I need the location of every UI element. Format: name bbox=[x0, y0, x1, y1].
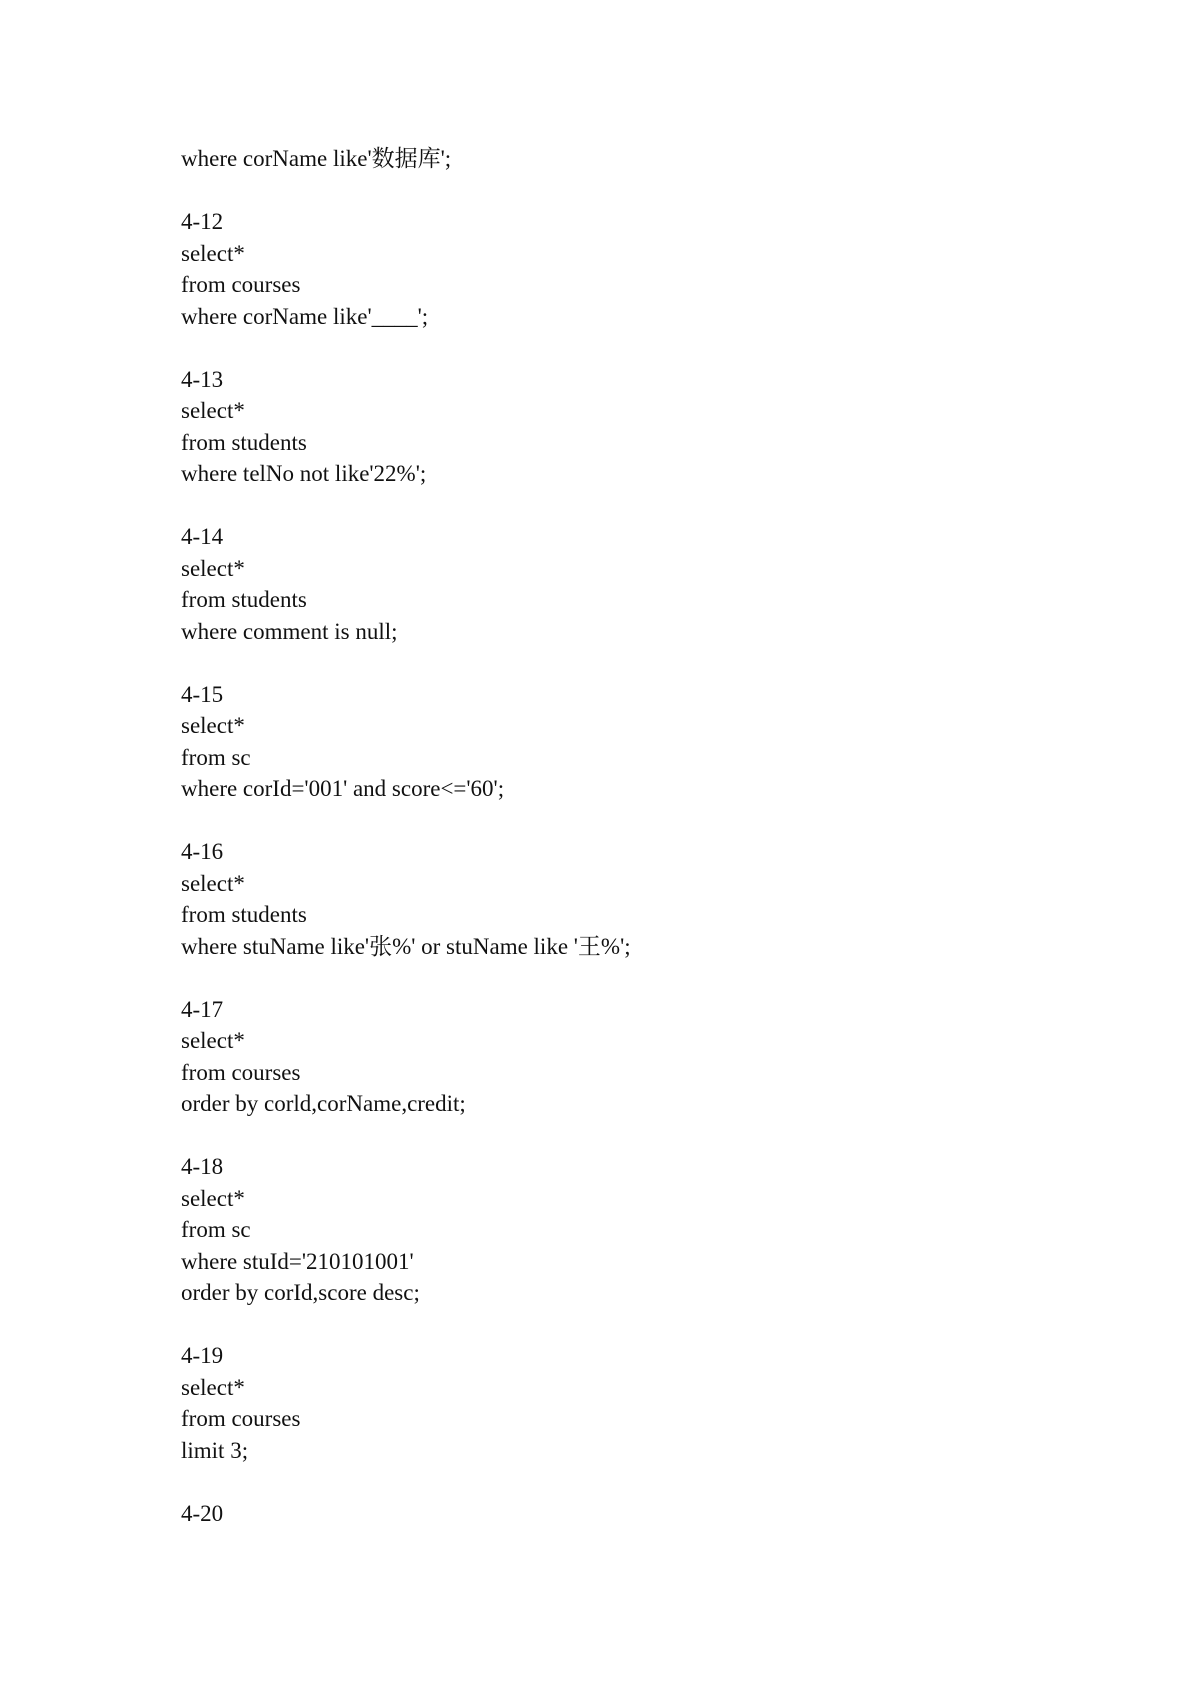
sql-line: select* bbox=[181, 1028, 245, 1053]
sql-line: select* bbox=[181, 555, 245, 581]
sql-line: order by corld,corName,credit; bbox=[181, 1091, 466, 1116]
blank-line bbox=[181, 805, 631, 837]
blank-line bbox=[181, 1466, 631, 1498]
sql-line: where comment is null; bbox=[181, 618, 398, 644]
section-heading: 4-15 bbox=[181, 681, 224, 707]
section-heading: 4-16 bbox=[181, 839, 224, 864]
blank-line bbox=[181, 175, 631, 207]
intro-line: where corName like'数据库'; bbox=[181, 146, 452, 171]
sql-line: from courses bbox=[181, 1059, 301, 1085]
sql-line: from sc bbox=[181, 744, 251, 770]
sql-line: select* bbox=[181, 398, 245, 423]
blank-line bbox=[181, 490, 631, 522]
sql-line: from students bbox=[181, 429, 307, 455]
blank-line bbox=[181, 1120, 631, 1152]
sql-line: select* bbox=[181, 1374, 245, 1400]
blank-line bbox=[181, 647, 631, 679]
sql-line: where corId='001' and score<='60'; bbox=[181, 776, 505, 801]
section-heading: 4-19 bbox=[181, 1343, 224, 1368]
blank-line bbox=[181, 332, 631, 364]
sql-line: select* bbox=[181, 1185, 245, 1211]
section-heading: 4-13 bbox=[181, 366, 224, 392]
sql-line: from courses bbox=[181, 272, 301, 297]
sql-line: where telNo not like'22%'; bbox=[181, 461, 427, 486]
sql-line: where stuId='210101001' bbox=[181, 1248, 414, 1274]
sql-line: from sc bbox=[181, 1217, 251, 1242]
section-heading: 4-20 bbox=[181, 1500, 224, 1526]
blank-line bbox=[181, 962, 631, 994]
sql-line: from students bbox=[181, 902, 307, 927]
sql-line: select* bbox=[181, 713, 245, 738]
section-heading: 4-17 bbox=[181, 996, 224, 1022]
section-heading: 4-12 bbox=[181, 209, 224, 234]
sql-line: select* bbox=[181, 240, 245, 266]
sql-line: where corName like'____'; bbox=[181, 303, 429, 329]
sql-line: from students bbox=[181, 587, 307, 612]
section-heading: 4-18 bbox=[181, 1154, 224, 1179]
section-heading: 4-14 bbox=[181, 524, 224, 549]
sql-answers-text bbox=[181, 143, 631, 1529]
sql-line: select* bbox=[181, 870, 245, 896]
sql-line: where stuName like'张%' or stuName like '王%'; bbox=[181, 933, 631, 959]
sql-line: from courses bbox=[181, 1406, 301, 1431]
blank-line bbox=[181, 1309, 631, 1341]
sql-line: limit 3; bbox=[181, 1437, 249, 1463]
sql-line: order by corId,score desc; bbox=[181, 1280, 420, 1305]
